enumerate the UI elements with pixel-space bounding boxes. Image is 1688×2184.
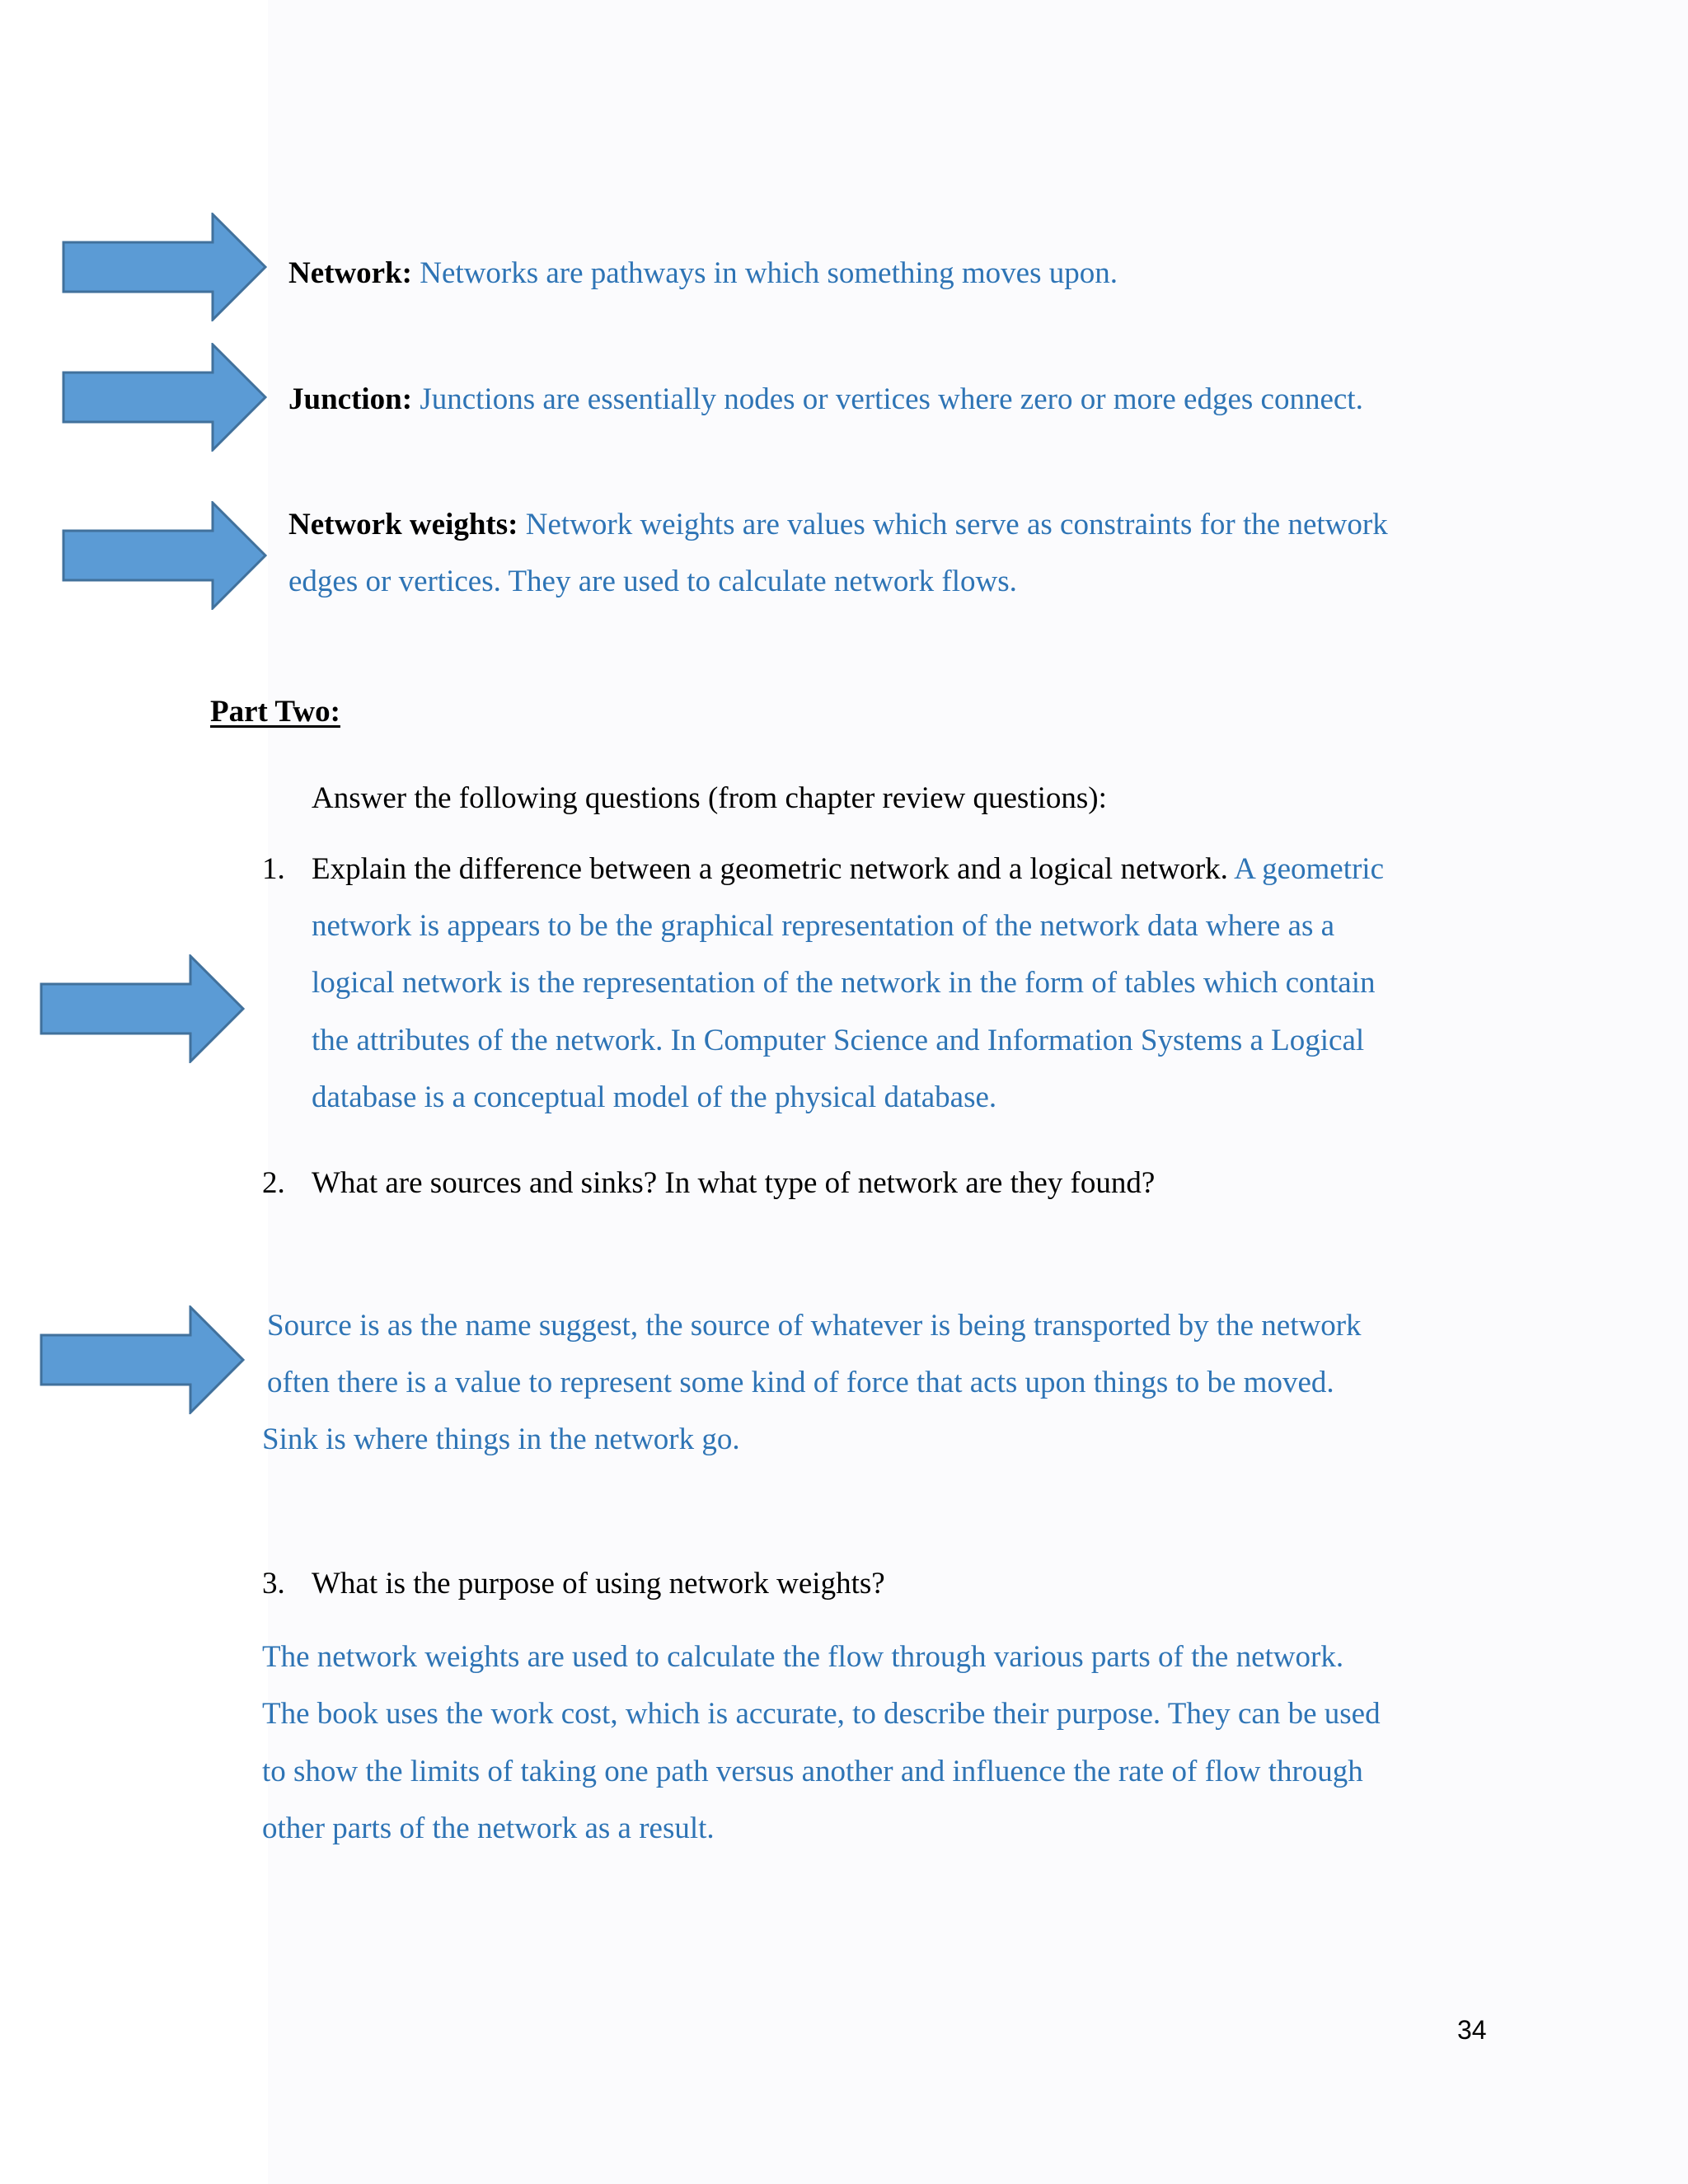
answer-text: other parts of the network as a result. (262, 1811, 715, 1845)
section-intro: Answer the following questions (from chapter review questions): (312, 781, 1107, 815)
question-1 (312, 851, 1384, 888)
answer-text: logical network is the representation of the network in the form of tables which contain (312, 966, 1376, 1000)
definition-network-weights (288, 507, 1388, 543)
section-heading: Part Two: (210, 695, 340, 729)
answer-text: often there is a value to represent some kind of force that acts upon things to be moved. (267, 1366, 1334, 1399)
definition-junction (288, 382, 1363, 418)
question-number: 2. (262, 1166, 285, 1200)
answer-text: The network weights are used to calculate the flow through various parts of the network. (262, 1640, 1344, 1674)
right-arrow-icon (40, 954, 245, 1063)
question-text: What are sources and sinks? In what type of network are they found? (312, 1166, 1156, 1200)
answer-text: database is a conceptual model of the physical database. (312, 1080, 997, 1114)
question-number: 1. (262, 852, 285, 886)
definition-text: Network weights are values which serve as constraints for the network (525, 508, 1388, 541)
answer-text: network is appears to be the graphical representation of the network data where as a (312, 909, 1335, 943)
definition-text: Junctions are essentially nodes or vertices where zero or more edges connect. (420, 382, 1363, 416)
right-arrow-icon (62, 343, 267, 452)
answer-text: the attributes of the network. In Computer Science and Information Systems a Logical (312, 1024, 1365, 1057)
right-arrow-icon (40, 1305, 245, 1414)
answer-text: The book uses the work cost, which is accurate, to describe their purpose. They can be used (262, 1697, 1381, 1731)
right-arrow-icon (62, 213, 267, 321)
answer-text: Source is as the name suggest, the source of whatever is being transported by the network (267, 1309, 1362, 1343)
definition-term: Network: (288, 256, 413, 290)
answer-text: A geometric (1234, 852, 1385, 886)
page-number: 34 (1457, 2015, 1487, 2045)
definition-text: edges or vertices. They are used to calculate network flows. (288, 565, 1017, 598)
answer-text: Sink is where things in the network go. (262, 1422, 740, 1456)
answer-text: to show the limits of taking one path versus another and influence the rate of flow through (262, 1755, 1363, 1788)
definition-network (288, 255, 1118, 292)
definition-text: Networks are pathways in which something moves upon. (420, 256, 1118, 290)
question-text: Explain the difference between a geometric network and a logical network. (312, 852, 1228, 886)
right-arrow-icon (62, 501, 267, 610)
definition-term: Junction: (288, 382, 413, 416)
question-text: What is the purpose of using network weights? (312, 1567, 885, 1601)
definition-term: Network weights: (288, 508, 518, 541)
question-number: 3. (262, 1567, 285, 1601)
